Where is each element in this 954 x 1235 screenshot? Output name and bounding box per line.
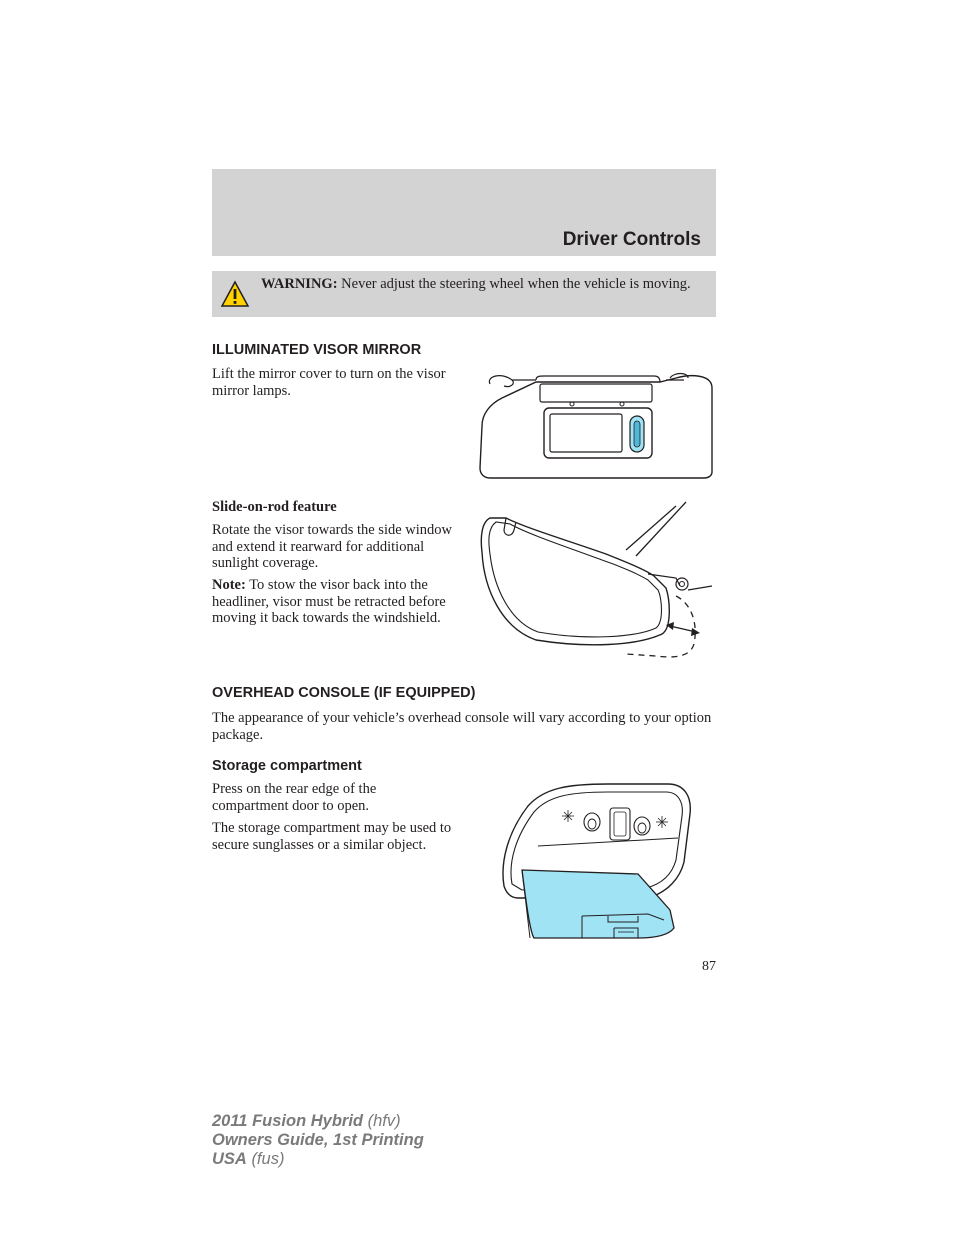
overhead-console-text: The appearance of your vehicle’s overhead console will vary according to your option package. bbox=[212, 710, 712, 743]
storage-text-2: The storage compartment may be used to secure sunglasses or a similar object. bbox=[212, 820, 452, 853]
storage-text-1: Press on the rear edge of the compartment door to open. bbox=[212, 781, 377, 814]
slide-on-rod-illustration bbox=[476, 500, 718, 662]
storage-compartment-heading: Storage compartment bbox=[212, 758, 362, 774]
visor-mirror-heading: ILLUMINATED VISOR MIRROR bbox=[212, 342, 422, 358]
visor-mirror-text: Lift the mirror cover to turn on the visor mirror lamps. bbox=[212, 366, 446, 399]
overhead-console-heading: OVERHEAD CONSOLE (IF EQUIPPED) bbox=[212, 685, 476, 701]
warning-label: WARNING: bbox=[261, 276, 338, 292]
slide-on-rod-text: Rotate the visor towards the side window and extend it rearward for additional sunlight coverage. bbox=[212, 522, 453, 571]
slide-on-rod-note bbox=[212, 577, 462, 627]
note-text: To stow the visor back into the headliner, visor must be retracted before moving it back towards the windshield. bbox=[212, 577, 446, 626]
footer-line-3: USA (fus) bbox=[212, 1150, 285, 1168]
overhead-console-illustration bbox=[498, 782, 698, 942]
warning-message: Never adjust the steering wheel when the vehicle is moving. bbox=[341, 276, 691, 292]
footer-line-1: 2011 Fusion Hybrid (hfv) bbox=[212, 1112, 401, 1130]
warning-text bbox=[261, 276, 704, 292]
section-title: Driver Controls bbox=[562, 229, 701, 250]
warning-box bbox=[212, 271, 716, 317]
page-number: 87 bbox=[702, 959, 716, 974]
visor-mirror-illustration bbox=[476, 368, 718, 482]
slide-on-rod-heading: Slide-on-rod feature bbox=[212, 499, 337, 515]
footer-line-2: Owners Guide, 1st Printing bbox=[212, 1131, 424, 1149]
note-label: Note: bbox=[212, 577, 246, 593]
footer bbox=[212, 1112, 424, 1169]
section-header-band bbox=[212, 169, 716, 256]
warning-triangle-icon bbox=[220, 280, 250, 308]
